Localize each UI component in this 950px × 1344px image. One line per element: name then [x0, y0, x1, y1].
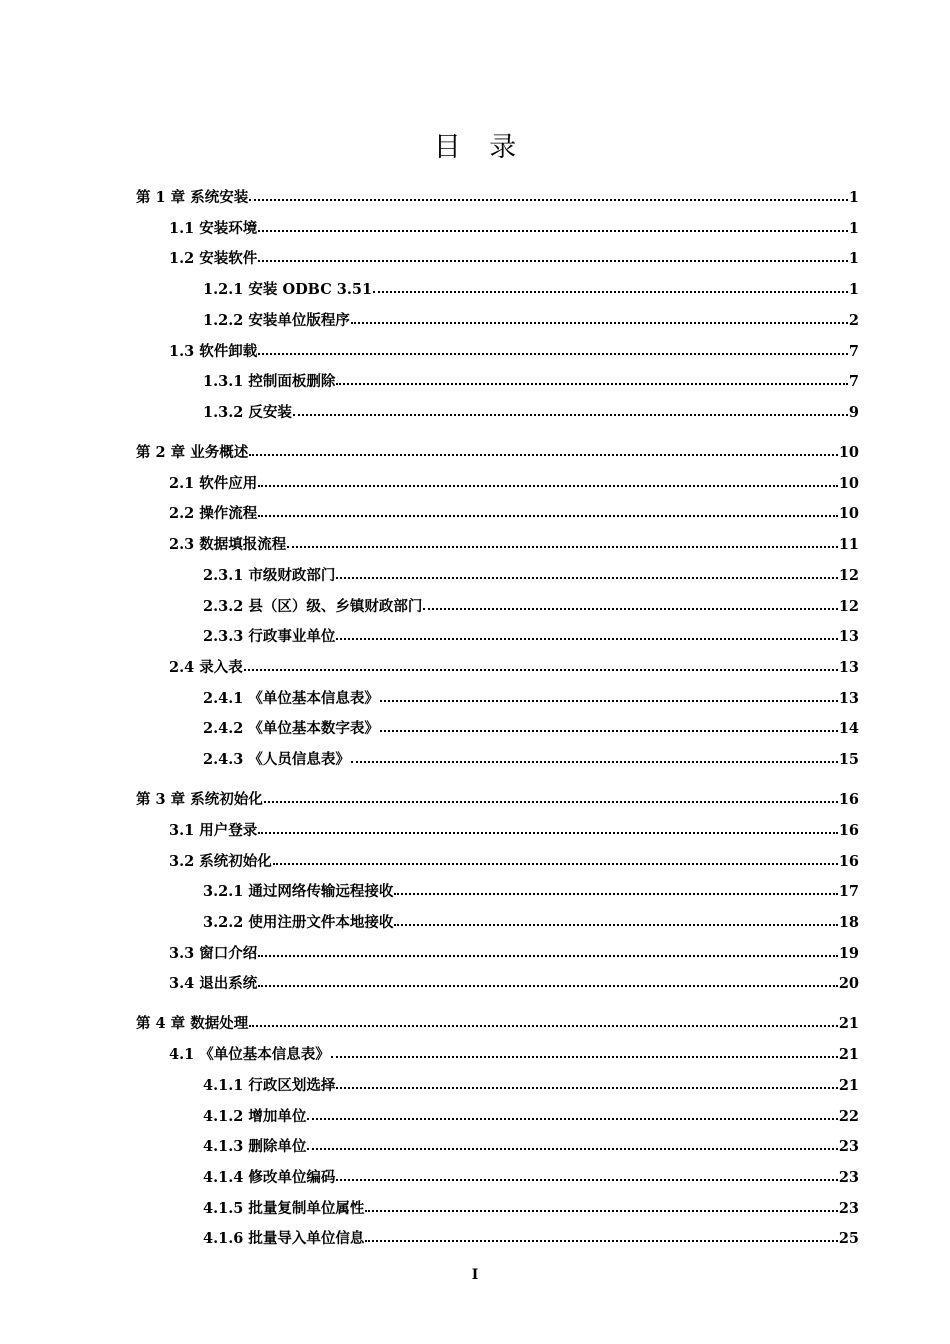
toc-section-entry[interactable]: [169, 244, 859, 274]
toc-dot-leader: [307, 1148, 837, 1150]
toc-entry-page: 17: [838, 883, 859, 901]
toc-entry-label: 4.1 《单位基本信息表》: [169, 1046, 330, 1064]
toc-section-entry[interactable]: [203, 306, 859, 336]
toc-entry-page: 21: [838, 1046, 859, 1064]
toc-entry-label: 1.3.1 控制面板删除: [203, 373, 336, 391]
toc-dot-leader: [249, 199, 848, 201]
toc-section-entry[interactable]: [169, 530, 859, 560]
toc-entry-page: 22: [838, 1107, 859, 1125]
toc-entry-page: 21: [838, 1076, 859, 1094]
toc-entry-label: 1.2.1 安装 ODBC 3.51: [203, 281, 373, 299]
toc-section-entry[interactable]: [203, 908, 859, 938]
toc-entry-label: 4.1.1 行政区划选择: [203, 1076, 336, 1094]
toc-entry-label: 1.3.2 反安装: [203, 403, 292, 421]
toc-dot-leader: [336, 638, 837, 640]
toc-entry-label: 4.1.5 批量复制单位属性: [203, 1199, 365, 1217]
toc-dot-leader: [365, 1240, 837, 1242]
toc-section-entry[interactable]: [203, 1102, 859, 1132]
toc-section-entry[interactable]: [203, 1132, 859, 1162]
toc-dot-leader: [365, 1210, 837, 1212]
toc-dot-leader: [258, 485, 838, 487]
toc-section-entry[interactable]: [203, 745, 859, 775]
toc-dot-leader: [258, 985, 838, 987]
toc-dot-leader: [351, 761, 838, 763]
toc-entry-label: 2.3 数据填报流程: [169, 536, 287, 554]
toc-entry-page: 2: [848, 311, 859, 329]
toc-dot-leader: [258, 230, 848, 232]
toc-entry-label: 2.3.3 行政事业单位: [203, 628, 336, 646]
toc-section-entry[interactable]: [169, 1040, 859, 1070]
toc-section-entry[interactable]: [203, 561, 859, 591]
toc-dot-leader: [373, 291, 848, 293]
toc-entry-page: 12: [838, 597, 859, 615]
toc-entry-label: 3.3 窗口介绍: [169, 944, 258, 962]
toc-entry-page: 23: [838, 1138, 859, 1156]
toc-chapter-entry[interactable]: [136, 438, 859, 468]
toc-dot-leader: [258, 515, 838, 517]
toc-dot-leader: [380, 700, 838, 702]
toc-entry-label: 3.4 退出系统: [169, 975, 258, 993]
toc-dot-leader: [336, 1179, 837, 1181]
toc-dot-leader: [380, 730, 838, 732]
toc-entry-page: 23: [838, 1199, 859, 1217]
page-number: I: [471, 1267, 479, 1283]
toc-dot-leader: [287, 546, 838, 548]
toc-chapter-entry[interactable]: [136, 1009, 859, 1039]
toc-dot-leader: [273, 863, 838, 865]
toc-dot-leader: [394, 893, 837, 895]
toc-entry-page: 16: [838, 852, 859, 870]
toc-dot-leader: [394, 924, 837, 926]
toc-entry-page: 11: [838, 536, 859, 554]
toc-entry-page: 21: [838, 1015, 859, 1033]
toc-dot-leader: [307, 1118, 837, 1120]
toc-entry-page: 16: [838, 821, 859, 839]
toc-section-entry[interactable]: [169, 499, 859, 529]
toc-section-entry[interactable]: [203, 592, 859, 622]
toc-entry-label: 第 4 章 数据处理: [136, 1015, 249, 1033]
toc-section-entry[interactable]: [203, 622, 859, 652]
toc-entry-page: 9: [848, 403, 859, 421]
toc-section-entry[interactable]: [203, 1224, 859, 1254]
toc-entry-label: 4.1.3 删除单位: [203, 1138, 307, 1156]
toc-entry-page: 10: [838, 505, 859, 523]
toc-entry-page: 13: [838, 689, 859, 707]
toc-dot-leader: [336, 1087, 837, 1089]
toc-entry-label: 3.2.2 使用注册文件本地接收: [203, 913, 394, 931]
toc-section-entry[interactable]: [169, 939, 859, 969]
toc-section-entry[interactable]: [203, 398, 859, 428]
toc-entry-label: 4.1.2 增加单位: [203, 1107, 307, 1125]
toc-dot-leader: [249, 454, 838, 456]
toc-entry-label: 3.2 系统初始化: [169, 852, 272, 870]
toc-entry-page: 7: [848, 373, 859, 391]
toc-entry-label: 2.4 录入表: [169, 658, 243, 676]
toc-section-entry[interactable]: [169, 816, 859, 846]
toc-entry-page: 10: [838, 474, 859, 492]
toc-entry-page: 15: [838, 751, 859, 768]
toc-entry-page: 10: [838, 444, 859, 461]
toc-section-entry[interactable]: [203, 877, 859, 907]
toc-dot-leader: [336, 577, 837, 579]
toc-dot-leader: [258, 832, 838, 834]
toc-entry-page: 1: [848, 189, 859, 206]
toc-section-entry[interactable]: [203, 1163, 859, 1193]
toc-chapter-entry[interactable]: [136, 785, 859, 815]
toc-section-entry[interactable]: [203, 275, 859, 305]
toc-entry-label: 4.1.4 修改单位编码: [203, 1168, 336, 1186]
toc-entry-label: 1.2 安装软件: [169, 250, 258, 268]
toc-entry-page: 23: [838, 1168, 859, 1186]
toc-entry-page: 1: [848, 281, 859, 299]
toc-entry-page: 19: [838, 944, 859, 962]
toc-chapter-entry[interactable]: [136, 183, 859, 213]
toc-section-entry[interactable]: [169, 214, 859, 244]
toc-entry-label: 4.1.6 批量导入单位信息: [203, 1230, 365, 1248]
toc-entry-page: 16: [838, 791, 859, 809]
toc-section-entry[interactable]: [169, 469, 859, 499]
toc-dot-leader: [264, 801, 838, 803]
toc-title: 目 录: [433, 132, 527, 163]
toc-entry-label: 第 2 章 业务概述: [136, 444, 249, 461]
toc-entry-label: 2.4.1 《单位基本信息表》: [203, 689, 379, 707]
toc-entry-page: 12: [838, 566, 859, 584]
toc-dot-leader: [249, 1025, 838, 1027]
toc-dot-leader: [336, 383, 847, 385]
toc-entry-label: 1.1 安装环境: [169, 219, 258, 237]
toc-section-entry[interactable]: [203, 714, 859, 744]
toc-dot-leader: [331, 1056, 838, 1058]
toc-section-entry[interactable]: [203, 1194, 859, 1224]
toc-section-entry[interactable]: [169, 653, 859, 683]
toc-entry-page: 18: [838, 913, 859, 931]
toc-section-entry[interactable]: [169, 969, 859, 999]
toc-entry-page: 1: [848, 250, 859, 268]
toc-entry-label: 2.3.1 市级财政部门: [203, 566, 336, 584]
toc-entry-page: 13: [838, 628, 859, 646]
toc-section-entry[interactable]: [203, 367, 859, 397]
toc-entry-label: 3.2.1 通过网络传输远程接收: [203, 883, 394, 901]
toc-entry-label: 2.3.2 县（区）级、乡镇财政部门: [203, 597, 423, 615]
toc-section-entry[interactable]: [203, 684, 859, 714]
toc-dot-leader: [423, 608, 837, 610]
toc-entry-label: 1.3 软件卸载: [169, 342, 258, 360]
toc-dot-leader: [244, 669, 838, 671]
toc-section-entry[interactable]: [169, 847, 859, 877]
toc-section-entry[interactable]: [203, 1071, 859, 1101]
toc-section-entry[interactable]: [169, 337, 859, 367]
toc-entry-page: 7: [848, 342, 859, 360]
toc-entry-label: 第 1 章 系统安装: [136, 189, 249, 206]
toc-entry-label: 3.1 用户登录: [169, 821, 258, 839]
toc-dot-leader: [258, 353, 848, 355]
toc-entry-label: 2.4.3 《人员信息表》: [203, 751, 350, 768]
toc-entry-page: 13: [838, 658, 859, 676]
toc-dot-leader: [258, 955, 838, 957]
toc-dot-leader: [258, 260, 848, 262]
toc-entry-page: 25: [838, 1230, 859, 1248]
toc-dot-leader: [351, 322, 848, 324]
toc-entry-label: 1.2.2 安装单位版程序: [203, 311, 350, 329]
toc-entry-page: 1: [848, 219, 859, 237]
toc-entry-label: 2.1 软件应用: [169, 474, 258, 492]
toc-entry-label: 2.4.2 《单位基本数字表》: [203, 720, 379, 738]
toc-entry-label: 2.2 操作流程: [169, 505, 258, 523]
toc-entry-label: 第 3 章 系统初始化: [136, 791, 263, 809]
toc-entry-page: 14: [838, 720, 859, 738]
toc-entry-page: 20: [838, 975, 859, 993]
toc-dot-leader: [293, 414, 848, 416]
